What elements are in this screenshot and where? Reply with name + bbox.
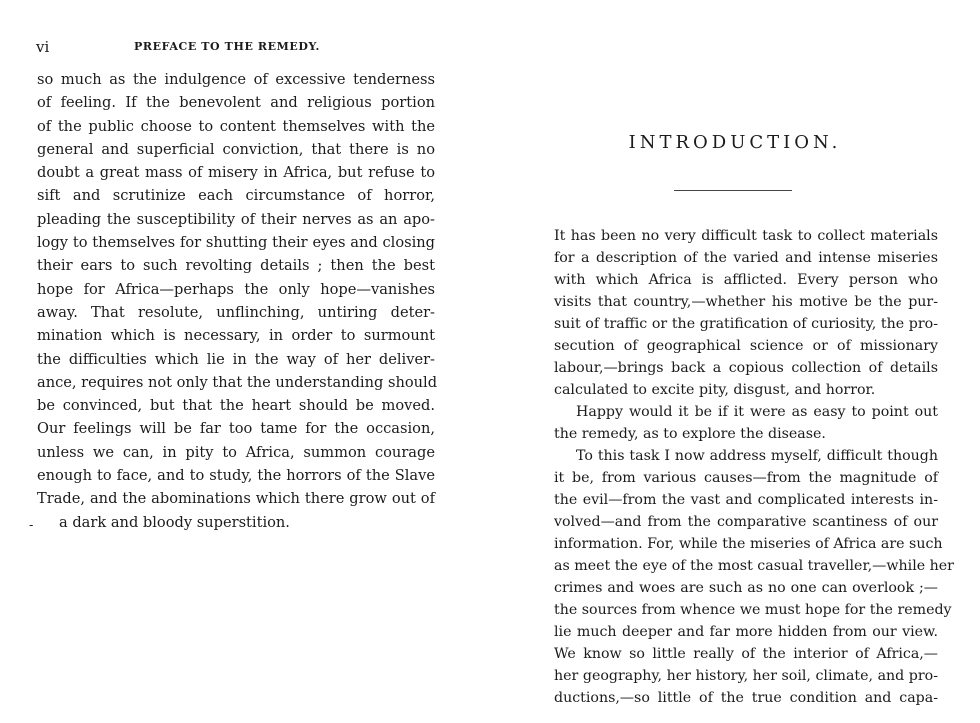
text-line: hope for Africa—perhaps the only hope—vanishes — [37, 280, 435, 298]
text-line: lie much deeper and far more hidden from our view. — [554, 624, 938, 640]
text-line: doubt a great mass of misery in Africa, but refuse to — [37, 164, 435, 182]
text-line: of the public choose to content themselves with the — [37, 117, 435, 135]
text-line: logy to themselves for shutting their eyes and closing — [37, 234, 435, 252]
title-rule — [674, 190, 792, 191]
text-line: visits that country,—whether his motive be the pur- — [554, 294, 938, 310]
text-line: crimes and woes are such as no one can overlook ;— — [554, 580, 938, 596]
text-line: so much as the indulgence of excessive tenderness — [37, 71, 435, 88]
text-line: the evil—from the vast and complicated interests in- — [554, 492, 938, 508]
text-line: her geography, her history, her soil, climate, and pro- — [554, 668, 938, 684]
text-line: Trade, and the abominations which there grow out of — [37, 490, 435, 508]
text-line: the difficulties which lie in the way of her deliver- — [37, 350, 435, 368]
page-number: vi — [36, 38, 50, 56]
text-line: unless we can, in pity to Africa, summon courage — [37, 443, 435, 461]
text-line: with which Africa is afflicted. Every person who — [554, 272, 938, 288]
text-line: We know so little really of the interior of Africa,— — [554, 646, 938, 662]
text-line: suit of traffic or the gratification of curiosity, the pro- — [554, 316, 938, 332]
page-header — [36, 38, 456, 56]
text-line: their ears to such revolting details ; then the best — [37, 257, 435, 275]
text-line: ance, requires not only that the understanding should — [37, 373, 438, 391]
text-line: a dark and bloody superstition. — [59, 513, 290, 531]
text-line: for a description of the varied and intense miseries — [554, 250, 938, 266]
text-line: labour,—brings back a copious collection of details — [554, 360, 938, 376]
text-line: calculated to excite pity, disgust, and horror. — [554, 382, 876, 398]
text-line: Our feelings will be far too tame for the occasion, — [37, 420, 435, 438]
text-line: the remedy, as to explore the disease. — [554, 426, 826, 442]
text-line: secution of geographical science or of missionary — [554, 338, 938, 354]
text-line: of feeling. If the benevolent and religious portion — [37, 94, 435, 112]
text-line: volved—and from the comparative scantiness of our — [554, 514, 938, 530]
running-head: PREFACE TO THE REMEDY. — [134, 40, 320, 53]
text-line: enough to face, and to study, the horrors of the Slave — [37, 467, 435, 485]
text-line: it be, from various causes—from the magnitude of — [554, 470, 938, 486]
text-line: To this task I now address myself, difficult though — [576, 448, 938, 464]
text-line: the sources from whence we must hope for the remedy — [554, 602, 952, 618]
text-line: be convinced, but that the heart should be moved. — [37, 397, 435, 415]
text-line: It has been no very difficult task to collect materials — [554, 228, 938, 244]
text-line: mination which is necessary, in order to surmount — [37, 327, 435, 345]
right-page — [490, 0, 980, 723]
text-line: sift and scrutinize each circumstance of horror, — [37, 187, 435, 205]
margin-mark: - — [29, 518, 34, 533]
introduction-text — [554, 225, 954, 709]
chapter-title: INTRODUCTION. — [628, 132, 842, 153]
text-line: away. That resolute, unflinching, untiring deter- — [37, 303, 435, 321]
text-line: Happy would it be if it were as easy to point out — [576, 404, 938, 420]
text-line: pleading the susceptibility of their nerves as an apo- — [37, 210, 435, 228]
text-line: ductions,—so little of the true condition and capa- — [554, 690, 938, 706]
preface-text — [37, 68, 438, 534]
text-line: information. For, while the miseries of Africa are such — [554, 536, 943, 552]
text-line: general and superficial conviction, that there is no — [37, 140, 435, 158]
text-line: as meet the eye of the most casual traveller,—while her — [554, 558, 954, 574]
